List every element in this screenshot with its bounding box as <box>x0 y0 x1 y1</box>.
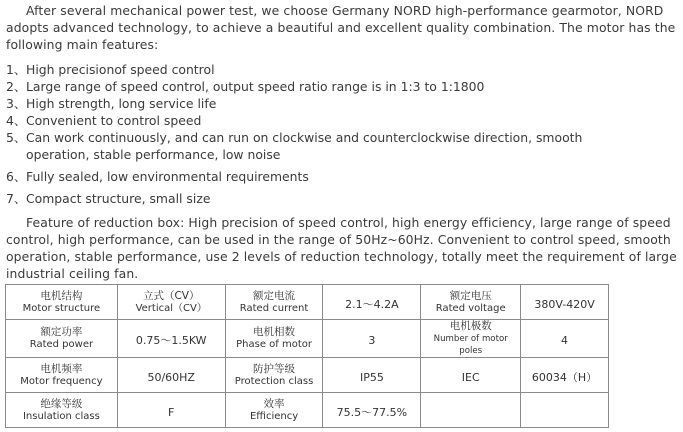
table-cell: 380V-420V <box>521 285 609 320</box>
feature-number: 7、 <box>6 191 27 206</box>
table-cell: 60034（H） <box>521 358 609 393</box>
table-cell <box>521 393 609 428</box>
table-cell: 电机结构 Motor structure <box>6 285 118 320</box>
feature-number: 2、 <box>6 79 27 94</box>
feature-item-6 <box>6 168 679 185</box>
table-cell: F <box>117 393 225 428</box>
table-cell: 电机相数 Phase of motor <box>225 320 323 358</box>
intro-paragraph: After several mechanical power test, we choose Germany NORD high-performance gearmotor, NORD adopts advanced technology, to achieve a beautiful and excellent quality combination. The motor has the following main features: <box>6 3 676 52</box>
feature-number: 1、 <box>6 62 27 77</box>
table-cell: 额定功率 Rated power <box>6 320 118 358</box>
table-cell: 4 <box>521 320 609 358</box>
table-cell: 电机极数 Number of motor poles <box>421 320 521 358</box>
table-row <box>6 285 609 320</box>
table-cell: 额定电压 Rated voltage <box>421 285 521 320</box>
feature-number: 6、 <box>6 169 27 184</box>
feature-text: Convenient to control speed <box>26 113 202 128</box>
table-cell: 额定电流 Rated current <box>225 285 323 320</box>
feature-text: Compact structure, small size <box>26 191 211 206</box>
reduction-paragraph: Feature of reduction box: High precision of speed control, high energy efficiency, large range of speed control, high performance, can be used in the range of 50Hz~60Hz. Convenient to control speed, smooth operation, stable performance, use 2 levels of reduction technology, totally meet the requirement of large industrial ceiling fan. <box>6 215 677 281</box>
feature-text: High strength, long service life <box>26 96 217 111</box>
table-cell: 75.5～77.5% <box>323 393 421 428</box>
feature-text-continued: operation, stable performance, low noise <box>26 147 281 162</box>
feature-item-3 <box>6 95 679 112</box>
feature-number: 3、 <box>6 96 27 111</box>
table-cell: 效率 Efficiency <box>225 393 323 428</box>
table-cell: 2.1～4.2A <box>323 285 421 320</box>
table-cell: 立式（CV） Vertical（CV） <box>117 285 225 320</box>
table-row <box>6 393 609 428</box>
table-cell: IP55 <box>323 358 421 393</box>
feature-text: Fully sealed, low environmental requirements <box>26 169 309 184</box>
table-cell: 绝缘等级 Insulation class <box>6 393 118 428</box>
feature-item-7 <box>6 190 679 207</box>
feature-text: High precisionof speed control <box>26 62 215 77</box>
feature-item-1 <box>6 61 679 78</box>
table-cell: 电机频率 Motor frequency <box>6 358 118 393</box>
table-cell: 0.75～1.5KW <box>117 320 225 358</box>
table-cell: IEC <box>421 358 521 393</box>
feature-item-5 <box>6 129 679 163</box>
table-cell <box>421 393 521 428</box>
table-cell: 防护等级 Protection class <box>225 358 323 393</box>
table-cell: 3 <box>323 320 421 358</box>
feature-number: 5、 <box>6 130 27 145</box>
feature-item-4 <box>6 112 679 129</box>
spec-table <box>5 284 609 428</box>
table-row <box>6 320 609 358</box>
feature-item-2 <box>6 78 679 95</box>
feature-text: Can work continuously, and can run on clockwise and counterclockwise direction, smooth <box>26 130 583 145</box>
table-cell: 50/60HZ <box>117 358 225 393</box>
table-row <box>6 358 609 393</box>
feature-number: 4、 <box>6 113 27 128</box>
feature-text: Large range of speed control, output speed ratio range is in 1:3 to 1:1800 <box>26 79 485 94</box>
